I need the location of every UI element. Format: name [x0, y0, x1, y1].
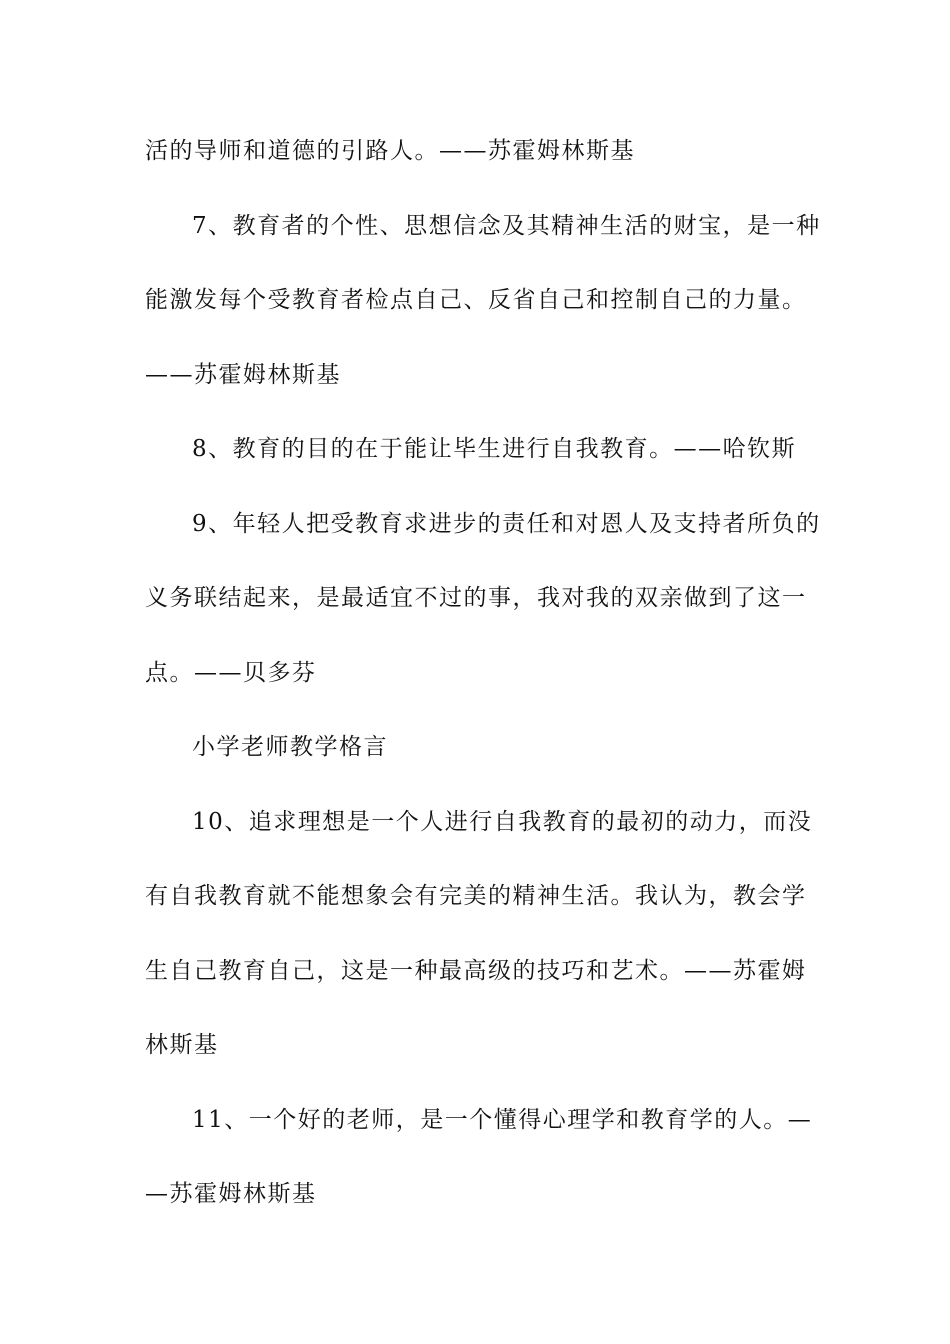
text-line: 生自己教育自己，这是一种最高级的技巧和艺术。——苏霍姆	[145, 958, 807, 984]
text-line: 7、教育者的个性、思想信念及其精神生活的财宝，是一种	[192, 213, 821, 239]
text-line: 8、教育的目的在于能让毕生进行自我教育。——哈钦斯	[192, 436, 797, 462]
text-line: 10、追求理想是一个人进行自我教育的最初的动力，而没	[192, 809, 813, 835]
text-line: 9、年轻人把受教育求进步的责任和对恩人及支持者所负的	[192, 511, 821, 537]
text-line: 有自我教育就不能想象会有完美的精神生活。我认为，教会学	[145, 883, 807, 909]
text-line: 林斯基	[145, 1032, 219, 1058]
text-line: ——苏霍姆林斯基	[145, 362, 341, 388]
text-line: 活的导师和道德的引路人。——苏霍姆林斯基	[145, 138, 635, 164]
text-line: 能激发每个受教育者检点自己、反省自己和控制自己的力量。	[145, 287, 807, 313]
text-line: 点。——贝多芬	[145, 660, 317, 686]
section-heading: 小学老师教学格言	[192, 734, 388, 760]
text-line: 11、一个好的老师，是一个懂得心理学和教育学的人。—	[192, 1107, 813, 1133]
text-line: 义务联结起来，是最适宜不过的事，我对我的双亲做到了这一	[145, 585, 807, 611]
text-line: —苏霍姆林斯基	[145, 1181, 317, 1207]
